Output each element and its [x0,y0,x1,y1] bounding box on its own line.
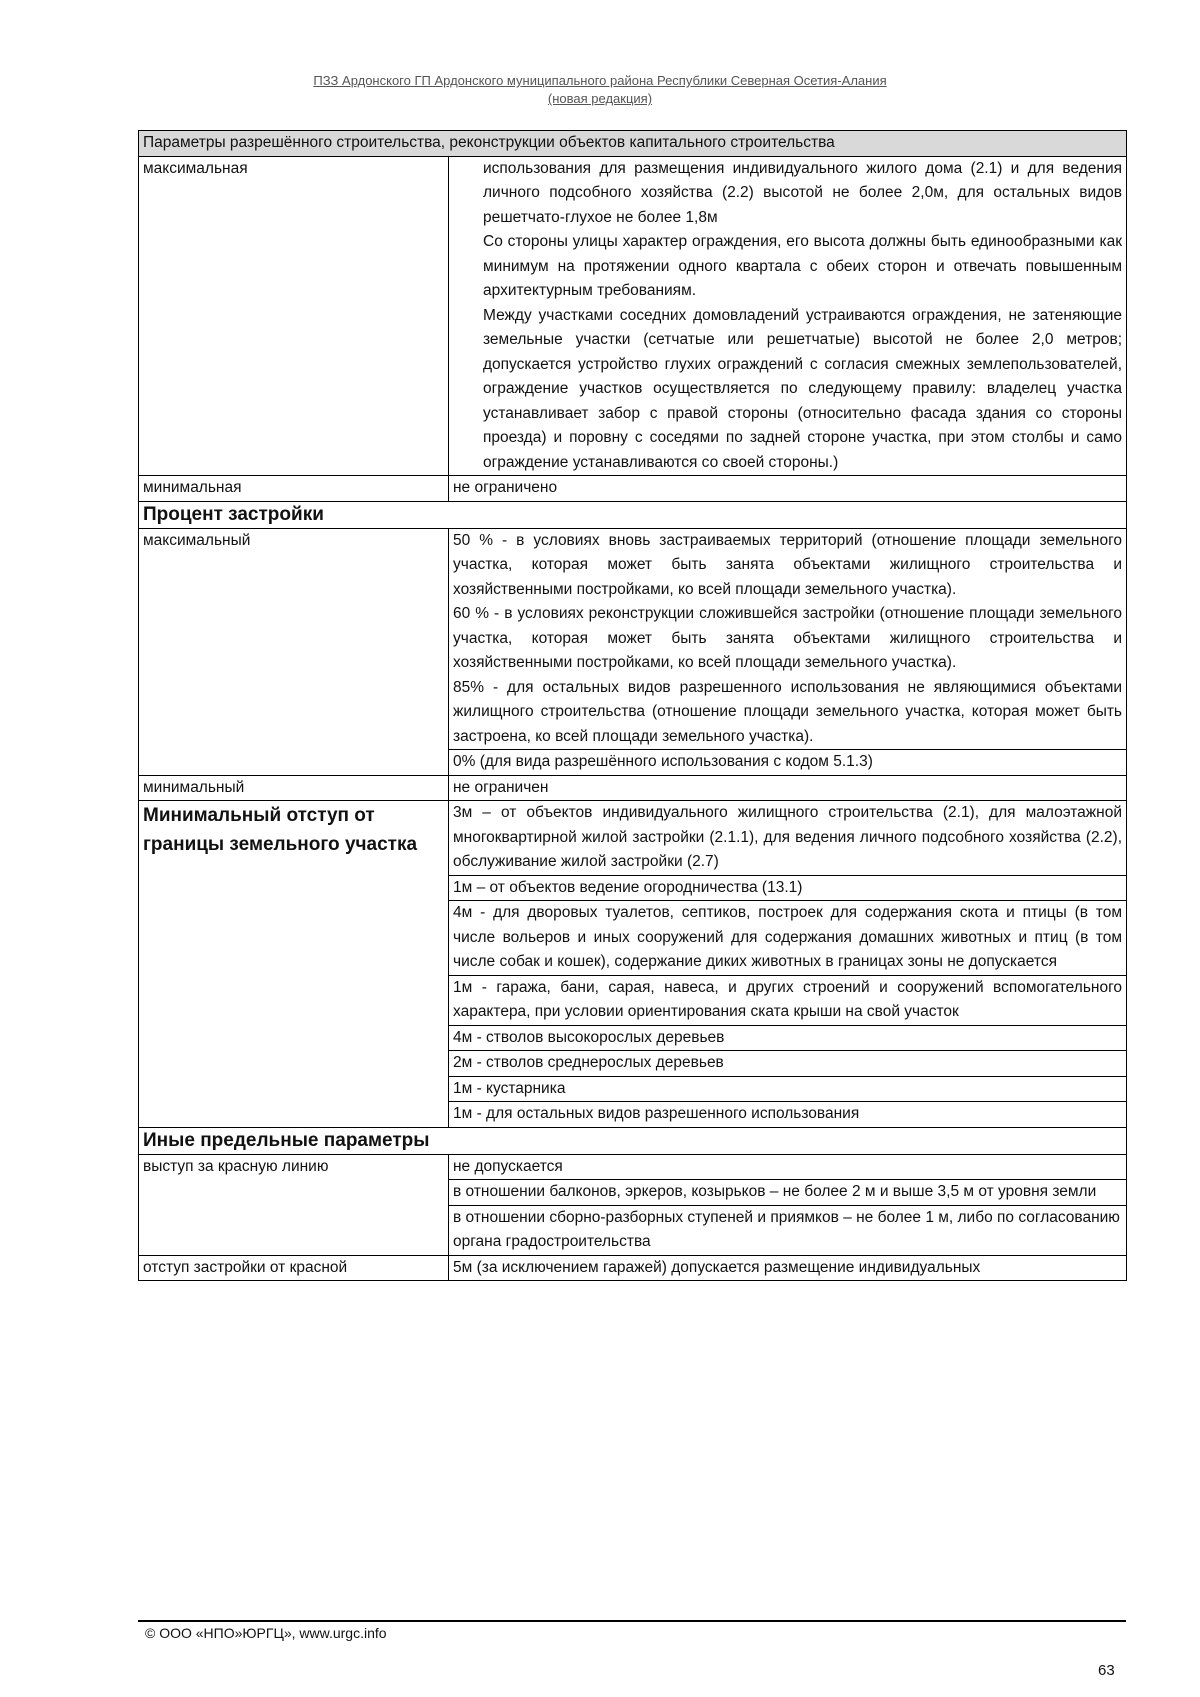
setback-item: 4м - для дворовых туалетов, септиков, построек для содержания скота и птицы (в том числе вольеров и иных сооружений для содержания домашних животных и птиц (в том числе собак и кошек), содержание диких животных в границах зоны не допускается [449,901,1127,976]
setback-item: 3м – от объектов индивидуального жилищного строительства (2.1), для малоэтажной многоквартирной жилой застройки (2.1.1), для ведения личного подсобного хозяйства (2.2), обслуживание жилой застройки (2.7) [449,801,1127,876]
header-title: ПЗЗ Ардонского ГП Ардонского муниципального района Республики Северная Осетия-Алания [313,73,887,88]
header-subtitle: (новая редакция) [547,91,653,106]
table-row [139,476,1127,502]
setback-item: 1м - кустарника [449,1076,1127,1102]
percent-max-label: максимальный [139,528,449,775]
setback-item: 1м - для остальных видов разрешенного использования [449,1102,1127,1128]
fence-min-label: минимальная [139,476,449,502]
percent-min-value: не ограничен [449,775,1127,801]
footer-copyright: © ООО «НПО»ЮРГЦ», www.urgc.info [145,1625,387,1641]
fence-max-value [449,156,1127,476]
section-title-other: Иные предельные параметры [139,1127,1127,1154]
paragraph: использования для размещения индивидуального жилого дома (2.1) и для ведения личного подсобного хозяйства (2.2) высотой не более 2,0м, для остальных видов решетчато-глухое не более 1,8м [483,159,1123,226]
parameters-table [138,130,1127,1281]
page-number: 63 [1098,1662,1115,1679]
setback-item: 1м - гаража, бани, сарая, навеса, и других строений и сооружений вспомогательного характера, при условии ориентирования ската крыши на свой участок [449,975,1127,1025]
paragraph: Между участками соседних домовладений устраиваются ограждения, не затеняющие земельные участки (сетчатые или решетчатые) высотой не более 2,0 метров; допускается устройство глухих ограждений с согласия смежных землепользователей, ограждение участков осуществляется по следующему правилу: владелец участка устанавливает забор с правой стороны (относительно фасада здания со стороны проезда) и поровну с соседями по задней стороне участка, при этом столбы и само ограждение устанавливаются со своей стороны.) [483,306,1123,471]
section-row [139,1127,1127,1154]
table-row [139,801,1127,876]
red-line-label: выступ за красную линию [139,1154,449,1255]
paragraph: 60 % - в условиях реконструкции сложившейся застройки (отношение площади земельного участка, которая может быть занята объектами жилищного строительства и хозяйственными постройками, ко всей площади земельного участка). [453,605,1123,671]
setback-label: Минимальный отступ от границы земельного участка [139,801,449,1128]
percent-min-label: минимальный [139,775,449,801]
setback-item: 4м - стволов высокорослых деревьев [449,1025,1127,1051]
footer-divider [138,1620,1126,1622]
table-row [139,528,1127,750]
setback-item: 2м - стволов среднерослых деревьев [449,1051,1127,1077]
percent-max-value [449,528,1127,750]
offset-value: 5м (за исключением гаражей) допускается размещение индивидуальных [449,1255,1127,1281]
offset-label: отступ застройки от красной [139,1255,449,1281]
fence-min-value: не ограничено [449,476,1127,502]
section-title-percent: Процент застройки [139,501,1127,528]
red-line-value: в отношении балконов, эркеров, козырьков – не более 2 м и выше 3,5 м от уровня земли [449,1180,1127,1206]
paragraph: 85% - для остальных видов разрешенного использования не являющимися объектами жилищного строительства (отношение площади земельного участка, которая может быть застроена, ко всей площади земельного участка). [453,678,1123,745]
setback-item: 1м – от объектов ведение огородничества (13.1) [449,875,1127,901]
table-row [139,1154,1127,1180]
table-row [139,775,1127,801]
paragraph: 50 % - в условиях вновь застраиваемых территорий (отношение площади земельного участка, которая может быть занята объектами жилищного строительства и хозяйственными постройками, ко всей площади земельного участка). [453,531,1123,598]
table-row [139,156,1127,476]
section-row [139,501,1127,528]
red-line-value: в отношении сборно-разборных ступеней и приямков – не более 1 м, либо по согласованию органа градостроительства [449,1205,1127,1255]
percent-max-extra: 0% (для вида разрешённого использования с кодом 5.1.3) [449,750,1127,776]
table-row [139,1255,1127,1281]
table-heading-row [139,131,1127,157]
table-heading: Параметры разрешённого строительства, реконструкции объектов капитального строительства [139,131,1127,157]
fence-max-label: максимальная [139,156,449,476]
red-line-value: не допускается [449,1154,1127,1180]
page-header [0,72,1200,108]
paragraph: Со стороны улицы характер ограждения, его высота должны быть единообразными как минимум на протяжении одного квартала с обеих сторон и отвечать повышенным архитектурным требованиям. [483,233,1123,299]
